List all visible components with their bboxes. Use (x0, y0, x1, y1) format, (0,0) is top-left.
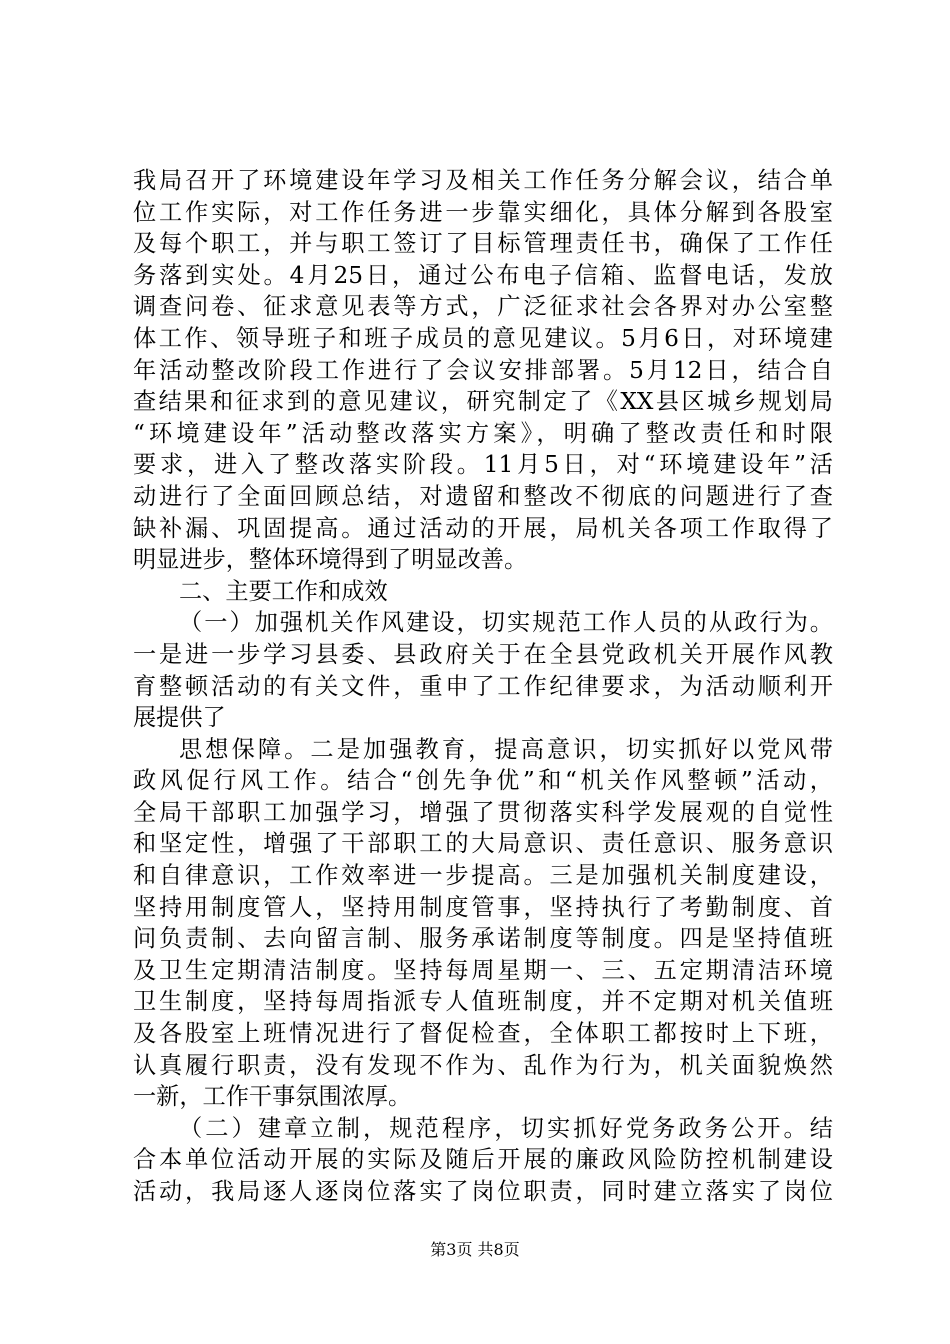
text-line: 合本单位活动开展的实际及随后开展的廉政风险防控机制建设 (133, 1146, 833, 1174)
text-line: 调查问卷、征求意见表等方式，广泛征求社会各界对办公室整 (133, 293, 833, 321)
text-line: 二、主要工作和成效 (179, 577, 388, 605)
text-line: 及卫生定期清洁制度。坚持每周星期一、三、五定期清洁环境 (133, 956, 833, 984)
text-line: 认真履行职责，没有发现不作为、乱作为行为，机关面貌焕然 (133, 1051, 833, 1079)
text-line: 卫生制度，坚持每周指派专人值班制度，并不定期对机关值班 (133, 988, 833, 1016)
text-line: 政风促行风工作。结合“创先争优”和“机关作风整顿”活动， (133, 767, 833, 795)
text-line: 思想保障。二是加强教育，提高意识，切实抓好以党风带 (179, 735, 833, 763)
text-line: 我局召开了环境建设年学习及相关工作任务分解会议，结合单 (133, 167, 833, 194)
text-line: 及各股室上班情况进行了督促检查，全体职工都按时上下班， (133, 1020, 833, 1048)
text-line: 年活动整改阶段工作进行了会议安排部署。5月12日，结合自 (133, 356, 833, 384)
text-line: （二）建章立制，规范程序，切实抓好党务政务公开。结 (179, 1114, 833, 1142)
text-line: 位工作实际，对工作任务进一步靠实细化，具体分解到各股室 (133, 198, 833, 226)
text-line: 坚持用制度管人，坚持用制度管事，坚持执行了考勤制度、首 (133, 893, 833, 921)
text-line: 查结果和征求到的意见建议，研究制定了《XX县区城乡规划局 (133, 388, 833, 416)
text-line: 明显进步，整体环境得到了明显改善。 (133, 546, 528, 574)
text-line: 展提供了 (133, 704, 226, 732)
text-line: 务落到实处。4月25日，通过公布电子信箱、监督电话，发放 (133, 261, 833, 289)
text-line: 及每个职工，并与职工签订了目标管理责任书，确保了工作任 (133, 230, 833, 258)
text-line: 和坚定性，增强了干部职工的大局意识、责任意识、服务意识 (133, 830, 833, 858)
text-line: 全局干部职工加强学习，增强了贯彻落实科学发展观的自觉性 (133, 798, 833, 826)
text-line: “环境建设年”活动整改落实方案》，明确了整改责任和时限 (133, 419, 833, 447)
document-body (133, 165, 833, 1208)
text-line: 缺补漏、巩固提高。通过活动的开展，局机关各项工作取得了 (133, 514, 833, 542)
text-line: 体工作、领导班子和班子成员的意见建议。5月6日，对环境建 (133, 324, 833, 352)
text-line: 育整顿活动的有关文件，重申了工作纪律要求，为活动顺利开 (133, 672, 833, 700)
text-line: 问负责制、去向留言制、服务承诺制度等制度。四是坚持值班 (133, 925, 833, 953)
page-number: 第3页 共8页 (430, 1240, 520, 1259)
text-line: （一）加强机关作风建设，切实规范工作人员的从政行为。 (179, 609, 833, 637)
text-line: 一是进一步学习县委、县政府关于在全县党政机关开展作风教 (133, 640, 833, 668)
text-line: 动进行了全面回顾总结，对遗留和整改不彻底的问题进行了查 (133, 482, 833, 510)
page-footer (0, 1240, 950, 1260)
text-line: 要求，进入了整改落实阶段。11月5日，对“环境建设年”活 (133, 451, 833, 479)
text-line: 和自律意识，工作效率进一步提高。三是加强机关制度建设， (133, 862, 833, 890)
text-line: 活动，我局逐人逐岗位落实了岗位职责，同时建立落实了岗位 (133, 1178, 833, 1205)
text-line: 一新，工作干事氛围浓厚。 (133, 1083, 412, 1111)
